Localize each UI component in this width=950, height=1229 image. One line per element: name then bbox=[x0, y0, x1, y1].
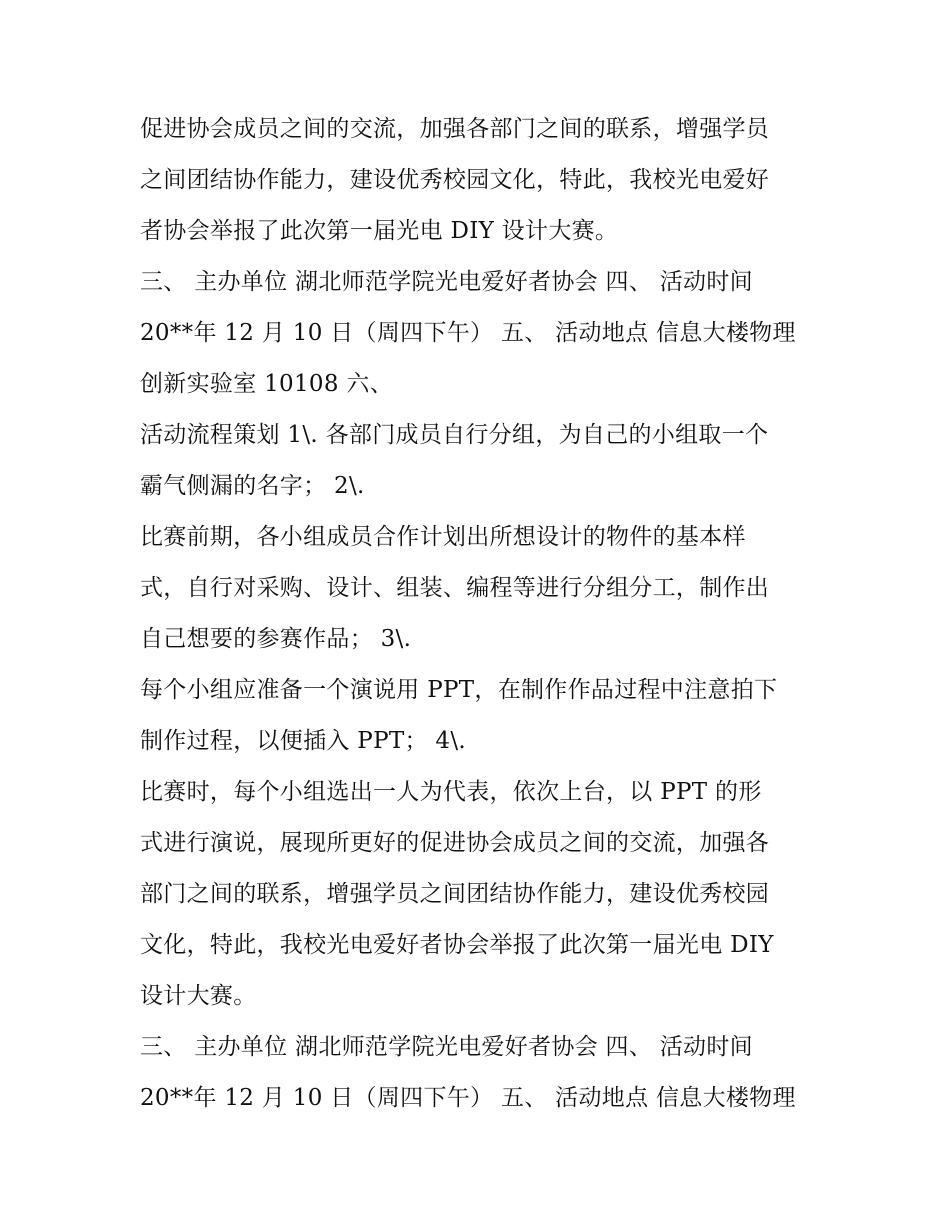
text-line: 三、 主办单位 湖北师范学院光电爱好者协会 四、 活动时间 bbox=[140, 1034, 753, 1060]
text-line: 创新实验室 10108 六、 bbox=[140, 371, 393, 397]
document-body bbox=[140, 104, 830, 1124]
text-line: 式，自行对采购、设计、组装、编程等进行分组分工，制作出 bbox=[140, 575, 770, 601]
text-line: 制作过程，以便插入 PPT； 4\. bbox=[140, 728, 467, 754]
text-line: 三、 主办单位 湖北师范学院光电爱好者协会 四、 活动时间 bbox=[140, 269, 753, 295]
text-line: 者协会举报了此次第一届光电 DIY 设计大赛。 bbox=[140, 218, 619, 244]
text-line: 20**年 12 月 10 日（周四下午） 五、 活动地点 信息大楼物理 bbox=[140, 1085, 796, 1111]
text-line: 设计大赛。 bbox=[140, 983, 257, 1009]
text-line: 部门之间的联系，增强学员之间团结协作能力，建设优秀校园 bbox=[140, 881, 770, 907]
text-line: 促进协会成员之间的交流，加强各部门之间的联系，增强学员 bbox=[140, 116, 770, 142]
text-line: 每个小组应准备一个演说用 PPT，在制作作品过程中注意拍下 bbox=[140, 677, 778, 703]
text-line: 活动流程策划 1\. 各部门成员自行分组，为自己的小组取一个 bbox=[140, 422, 769, 448]
text-line: 式进行演说，展现所更好的促进协会成员之间的交流，加强各 bbox=[140, 830, 770, 856]
text-line: 霸气侧漏的名字； 2\. bbox=[140, 473, 365, 499]
text-line: 比赛时，每个小组选出一人为代表，依次上台，以 PPT 的形 bbox=[140, 779, 762, 805]
text-line: 20**年 12 月 10 日（周四下午） 五、 活动地点 信息大楼物理 bbox=[140, 320, 796, 346]
text-line: 比赛前期，各小组成员合作计划出所想设计的物件的基本样 bbox=[140, 524, 746, 550]
text-line: 自己想要的参赛作品； 3\. bbox=[140, 626, 412, 652]
text-line: 之间团结协作能力，建设优秀校园文化，特此，我校光电爱好 bbox=[140, 167, 770, 193]
text-line: 文化，特此，我校光电爱好者协会举报了此次第一届光电 DIY bbox=[140, 932, 774, 958]
